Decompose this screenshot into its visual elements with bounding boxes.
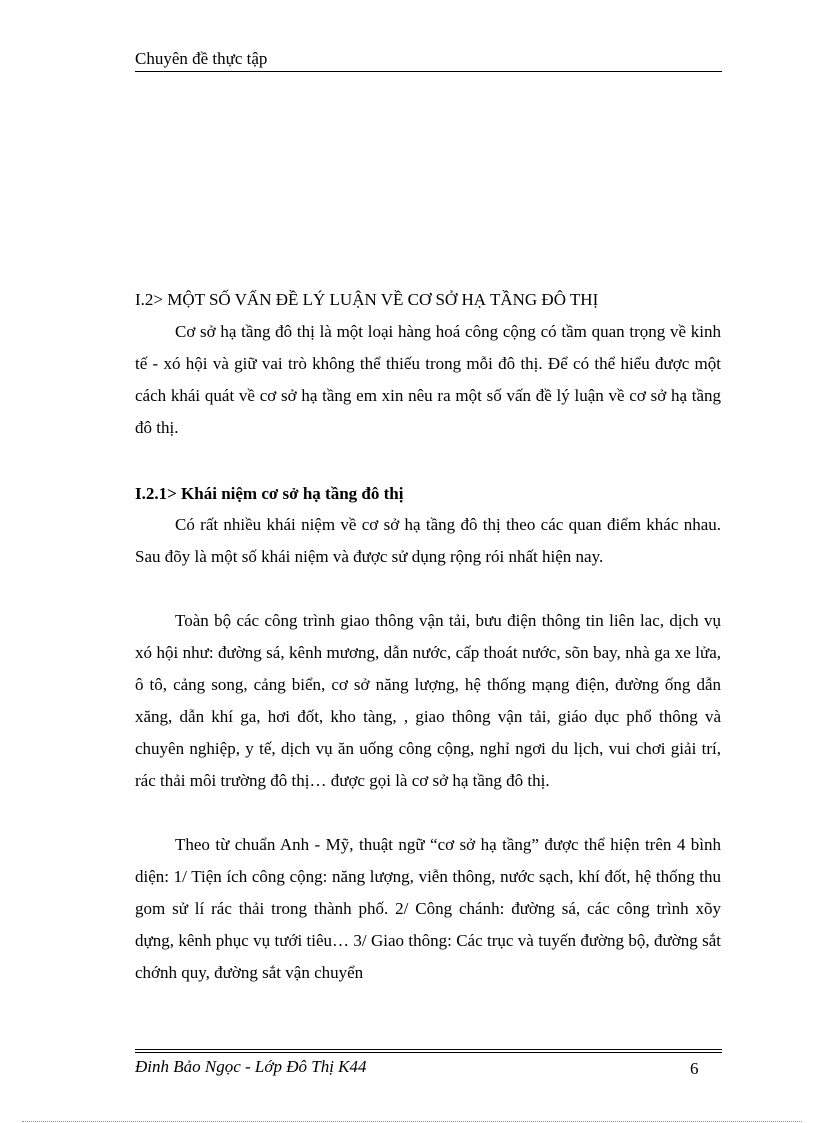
footer-divider bbox=[135, 1049, 722, 1050]
subsection-title: I.2.1> Khái niệm cơ sở hạ tầng đô thị bbox=[135, 484, 404, 503]
paragraph-text: Cơ sở hạ tầng đô thị là một loại hàng hoá công cộng có tầm quan trọng về kinh tế - xó hội và giữ vai trò không thể thiếu trong mỗi đô thị. Để có thể hiểu được một cách khái quát về cơ sở hạ tầng em xin nêu ra một số vấn đề lý luận về cơ sở hạ tầng đô thị. bbox=[135, 322, 721, 437]
footer-author: Đinh Bảo Ngọc - Lớp Đô Thị K44 bbox=[135, 1057, 367, 1076]
paragraph bbox=[135, 605, 721, 797]
section-title: I.2> MỘT SỐ VẤN ĐỀ LÝ LUẬN VỀ CƠ SỞ HẠ TẦNG ĐÔ THỊ bbox=[135, 290, 599, 309]
running-header: Chuyên đề thực tập bbox=[135, 49, 268, 68]
paragraph-text: Theo từ chuẩn Anh - Mỹ, thuật ngữ “cơ sở hạ tầng” được thể hiện trên 4 bình diện: 1/ Tiện ích công cộng: năng lượng, viễn thông, nước sạch, khí đốt, hệ thống thu gom sử lí rác thải trong thành phố. 2/ Công chánh: đường sá, các công trình xõy dựng, kênh phục vụ tưới tiêu… 3/ Giao thông: Các trục và tuyến đường bộ, đường sắt chớnh quy, đường sắt vận chuyển bbox=[135, 835, 721, 982]
paragraph-text: Có rất nhiều khái niệm về cơ sở hạ tầng đô thị theo các quan điểm khác nhau. Sau đõy là một số khái niệm và được sử dụng rộng rói nhất hiện nay. bbox=[135, 515, 721, 566]
paragraph-text: Toàn bộ các công trình giao thông vận tải, bưu điện thông tin liên lac, dịch vụ xó hội như: đường sá, kênh mương, dẫn nước, cấp thoát nước, sõn bay, nhà ga xe lửa, ô tô, cảng song, cảng biển, cơ sở năng lượng, hệ thống mạng điện, đường ống dẫn xăng, dẫn khí ga, hơi đốt, kho tàng, , giao thông vận tải, giáo dục phổ thông và chuyên nghiệp, y tế, dịch vụ ăn uống công cộng, nghỉ ngơi du lịch, vui chơi giải trí, rác thải môi trường đô thị… được gọi là cơ sở hạ tầng đô thị. bbox=[135, 611, 721, 790]
paragraph bbox=[135, 509, 721, 573]
page-number: 6 bbox=[690, 1059, 699, 1078]
header-divider bbox=[135, 71, 722, 72]
paragraph bbox=[135, 829, 721, 989]
intro-paragraph bbox=[135, 316, 721, 444]
page-edge bbox=[22, 1121, 802, 1122]
footer-divider bbox=[135, 1052, 722, 1053]
